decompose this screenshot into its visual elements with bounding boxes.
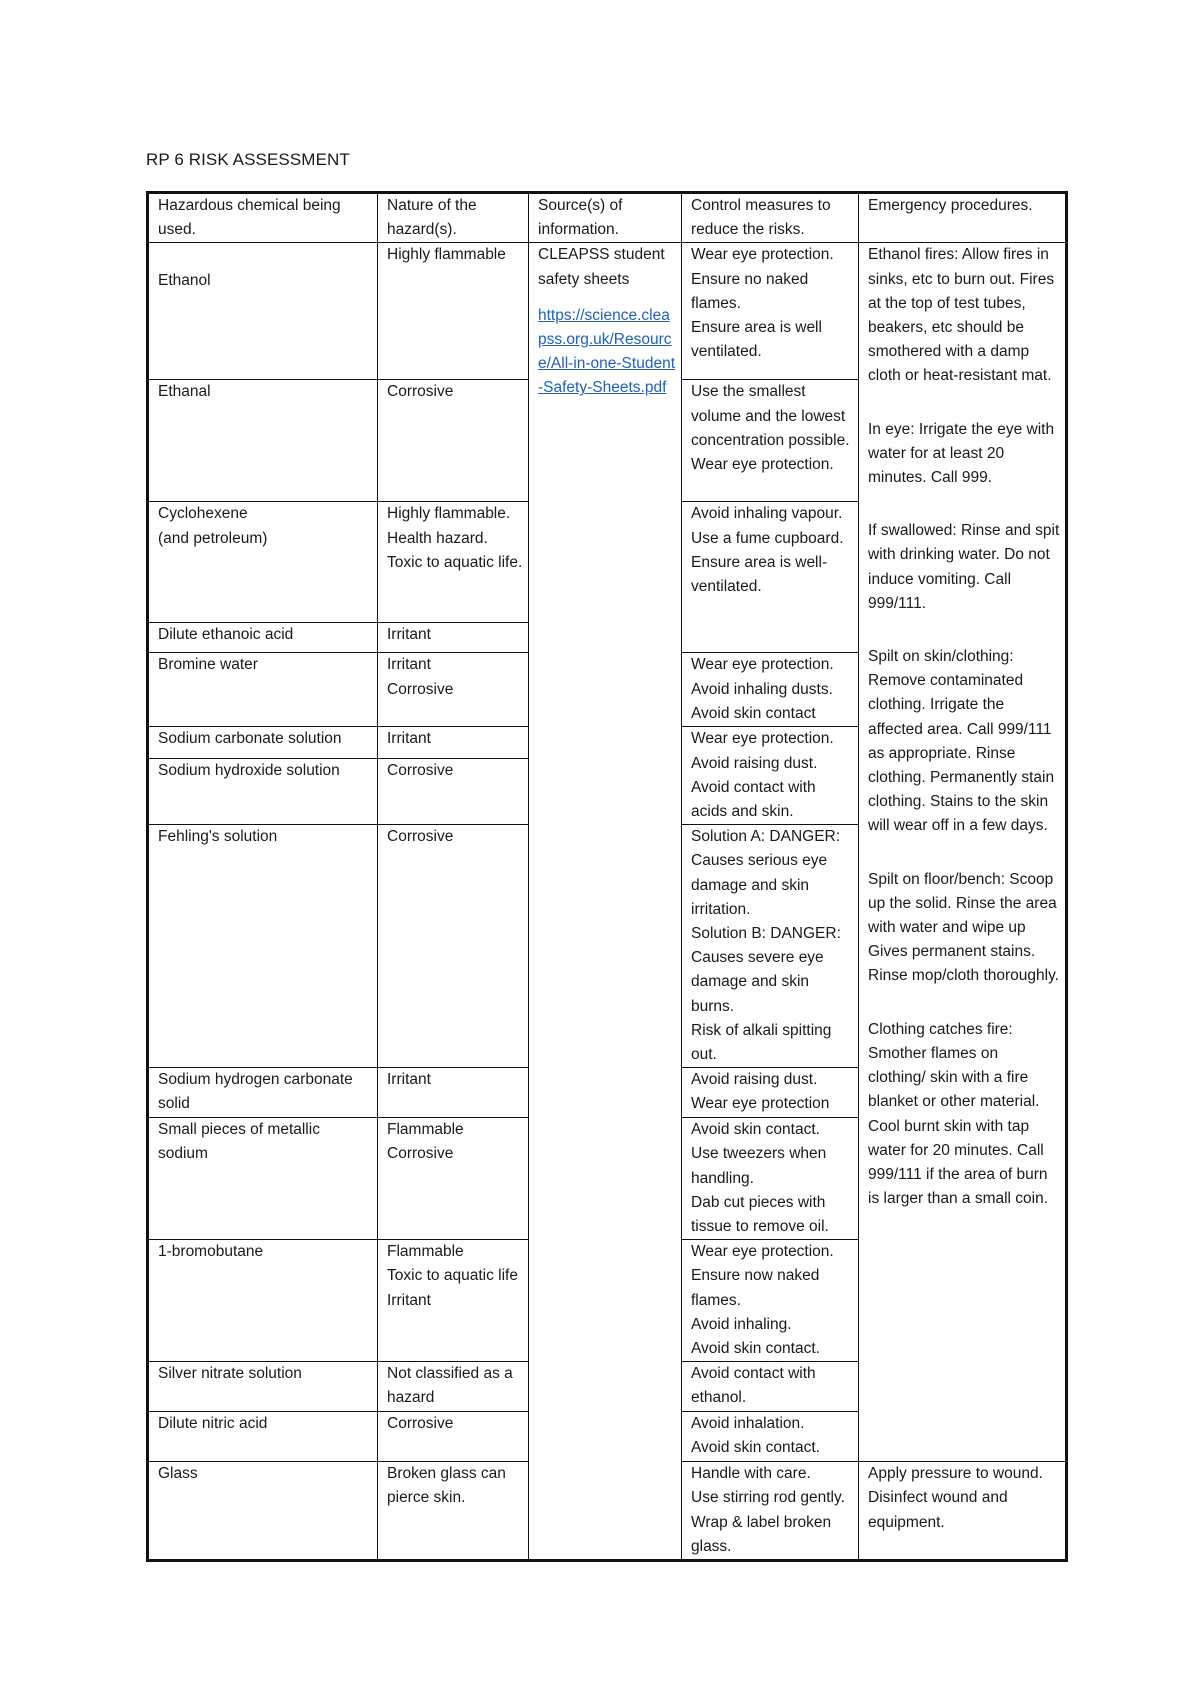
emergency-in-eye: In eye: Irrigate the eye with water for at least 20 minutes. Call 999. bbox=[868, 420, 1059, 487]
header-chemical: Hazardous chemical being used. bbox=[148, 193, 378, 243]
chemical-cell: Dilute nitric acid bbox=[148, 1412, 378, 1462]
emergency-ethanol-fires: Ethanol fires: Allow fires in sinks, etc to burn out. Fires at the top of test tubes, beakers, etc should be smothered with a damp cloth or heat-resistant mat. bbox=[868, 246, 1059, 385]
sources-text: CLEAPSS student safety sheets bbox=[538, 246, 669, 288]
control-cell: Use the smallest volume and the lowest concentration possible. Wear eye protection. bbox=[682, 380, 859, 502]
chemical-cell: Bromine water bbox=[148, 653, 378, 727]
hazard-cell: Corrosive bbox=[378, 825, 529, 1068]
hazard-cell: Highly flammable bbox=[378, 243, 529, 380]
chemical-cell: Fehling's solution bbox=[148, 825, 378, 1068]
header-row bbox=[148, 193, 1067, 243]
emergency-spilt-skin: Spilt on skin/clothing: Remove contaminated clothing. Irrigate the affected area. Call 999/111 as appropriate. Rinse clothing. Permanently stain clothing. Stains to the skin will wear off in a few days. bbox=[868, 648, 1059, 835]
chemical-cell: Dilute ethanoic acid bbox=[148, 623, 378, 653]
chemical-cell: 1-bromobutane bbox=[148, 1240, 378, 1362]
control-cell: Avoid inhalation. Avoid skin contact. bbox=[682, 1412, 859, 1462]
emergency-cell bbox=[859, 243, 1067, 1462]
control-cell: Avoid contact with ethanol. bbox=[682, 1362, 859, 1412]
chemical-cell: Sodium carbonate solution bbox=[148, 727, 378, 758]
hazard-cell: Flammable Toxic to aquatic life Irritant bbox=[378, 1240, 529, 1362]
sources-link[interactable]: https://science.cleapss.org.uk/Resource/All-in-one-Student-Safety-Sheets.pdf bbox=[538, 306, 675, 397]
header-controls: Control measures to reduce the risks. bbox=[682, 193, 859, 243]
hazard-cell: Irritant bbox=[378, 1068, 529, 1118]
hazard-cell: Corrosive bbox=[378, 1412, 529, 1462]
control-cell: Avoid skin contact. Use tweezers when handling. Dab cut pieces with tissue to remove oil. bbox=[682, 1118, 859, 1240]
chemical-cell: Ethanal bbox=[148, 380, 378, 502]
emergency-swallowed: If swallowed: Rinse and spit with drinking water. Do not induce vomiting. Call 999/111. bbox=[868, 522, 1064, 612]
control-cell: Wear eye protection. Ensure no naked flames. Ensure area is well ventilated. bbox=[682, 243, 859, 380]
hazard-cell: Irritant bbox=[378, 623, 529, 653]
emergency-clothing-fire: Clothing catches fire: Smother flames on clothing/ skin with a fire blanket or other material. Cool burnt skin with tap water for 20 minutes. Call 999/111 if the area of burn is larger than a small coin. bbox=[868, 1020, 1052, 1208]
control-cell: Wear eye protection. Avoid raising dust. Avoid contact with acids and skin. bbox=[682, 727, 859, 825]
hazard-cell: Irritant bbox=[378, 727, 529, 758]
chemical-cell: Small pieces of metallic sodium bbox=[148, 1118, 378, 1240]
chemical-cell: Glass bbox=[148, 1462, 378, 1561]
hazard-cell: Corrosive bbox=[378, 380, 529, 502]
page-title: RP 6 RISK ASSESSMENT bbox=[146, 150, 350, 169]
table-row bbox=[148, 243, 1067, 380]
sources-cell bbox=[529, 243, 682, 1561]
risk-assessment-table bbox=[146, 191, 1068, 1562]
chemical-cell: Sodium hydrogen carbonate solid bbox=[148, 1068, 378, 1118]
control-cell: Avoid inhaling vapour. Use a fume cupboard. Ensure area is well-ventilated. bbox=[682, 502, 859, 653]
emergency-spilt-floor: Spilt on floor/bench: Scoop up the solid. Rinse the area with water and wipe up Gives permanent stains. Rinse mop/cloth thoroughly. bbox=[868, 870, 1062, 985]
header-nature: Nature of the hazard(s). bbox=[378, 193, 529, 243]
hazard-cell: Irritant Corrosive bbox=[378, 653, 529, 727]
chemical-cell: Silver nitrate solution bbox=[148, 1362, 378, 1412]
hazard-cell: Corrosive bbox=[378, 758, 529, 825]
header-emergency: Emergency procedures. bbox=[859, 193, 1067, 243]
header-sources: Source(s) of information. bbox=[529, 193, 682, 243]
chemical-cell: Cyclohexene (and petroleum) bbox=[148, 502, 378, 623]
emergency-glass-cell: Apply pressure to wound. Disinfect wound and equipment. bbox=[859, 1462, 1067, 1561]
control-cell: Solution A: DANGER: Causes serious eye damage and skin irritation. Solution B: DANGER: Causes severe eye damage and skin burns. Risk of alkali spitting out. bbox=[682, 825, 859, 1068]
control-cell: Wear eye protection. Avoid inhaling dusts. Avoid skin contact bbox=[682, 653, 859, 727]
control-cell: Handle with care. Use stirring rod gently. Wrap & label broken glass. bbox=[682, 1462, 859, 1561]
hazard-cell: Broken glass can pierce skin. bbox=[378, 1462, 529, 1561]
chemical-cell: Sodium hydroxide solution bbox=[148, 758, 378, 825]
control-cell: Avoid raising dust. Wear eye protection bbox=[682, 1068, 859, 1118]
hazard-cell: Highly flammable. Health hazard. Toxic to aquatic life. bbox=[378, 502, 529, 623]
control-cell: Wear eye protection. Ensure now naked flames. Avoid inhaling. Avoid skin contact. bbox=[682, 1240, 859, 1362]
chemical-cell: Ethanol bbox=[148, 243, 378, 380]
hazard-cell: Flammable Corrosive bbox=[378, 1118, 529, 1240]
hazard-cell: Not classified as a hazard bbox=[378, 1362, 529, 1412]
